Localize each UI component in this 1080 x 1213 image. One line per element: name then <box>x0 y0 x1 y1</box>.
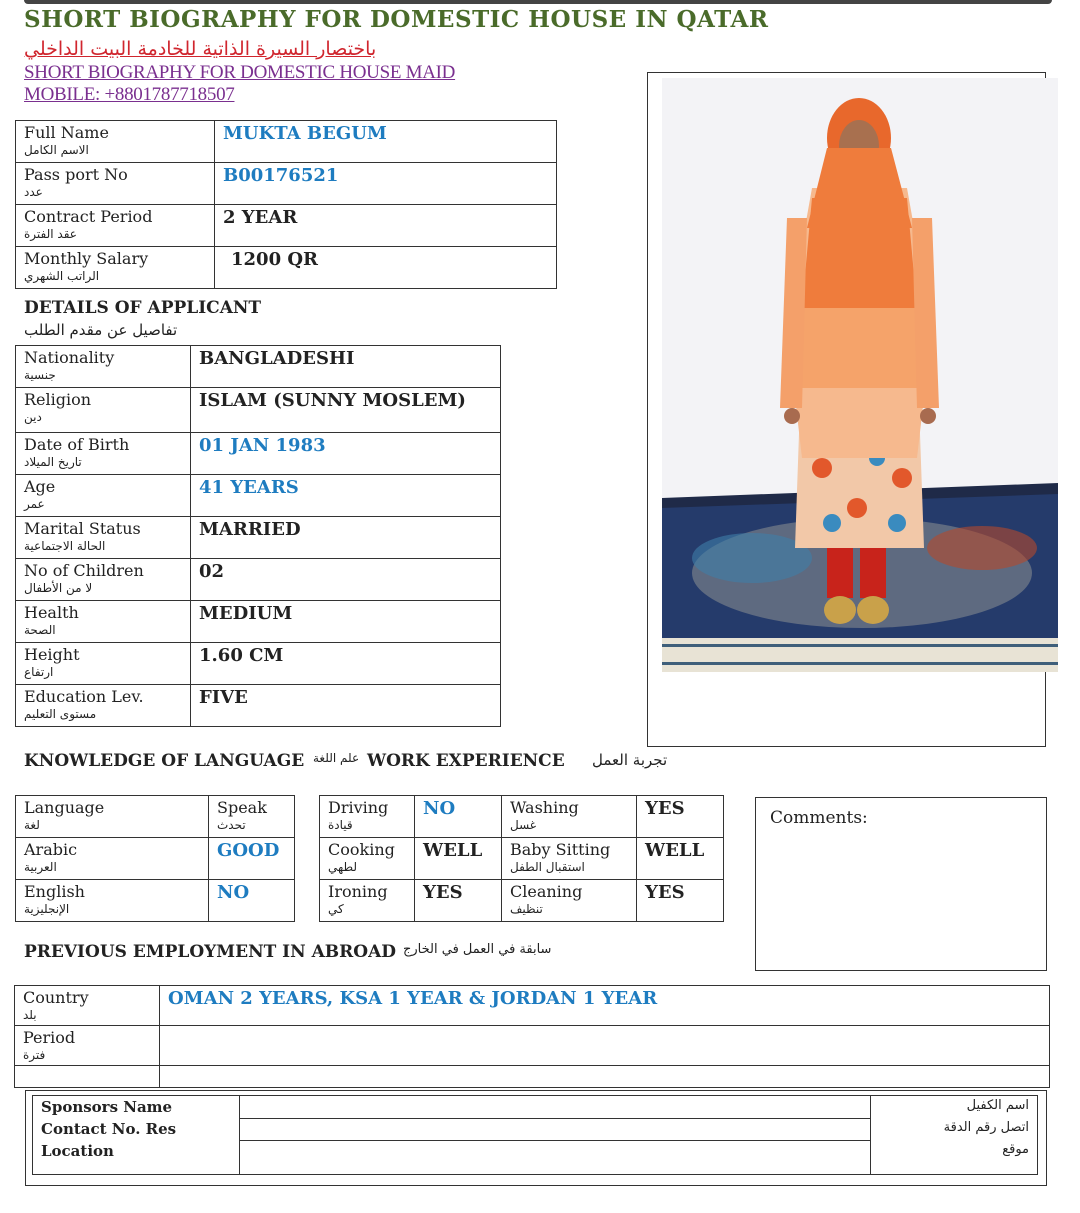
english-label: English <box>24 882 85 901</box>
table-row <box>16 838 295 880</box>
ironing-label: Ironing <box>328 882 388 901</box>
applicant-heading-arabic: تفاصيل عن مقدم الطلب <box>24 321 178 339</box>
country-value: OMAN 2 YEARS, KSA 1 YEAR & JORDAN 1 YEAR <box>168 988 658 1009</box>
table-row <box>16 559 501 601</box>
monthly-salary-value: 1200 QR <box>231 249 319 270</box>
monthly-salary-label-arabic: الراتب الشهري <box>24 269 100 283</box>
document-title-arabic: باختصار السيرة الذاتية للخادمة البيت الداخلي <box>24 38 377 60</box>
table-row <box>16 685 501 727</box>
education-label-arabic: مستوى التعليم <box>24 707 97 721</box>
full-name-value: MUKTA BEGUM <box>223 123 387 144</box>
speak-header-arabic: تحدث <box>217 818 246 832</box>
arabic-speak-value: GOOD <box>217 840 280 861</box>
top-border-bar <box>24 0 1052 4</box>
children-label-arabic: لا من الأطفال <box>24 581 93 595</box>
table-row <box>15 1026 1050 1066</box>
passport-label: Pass port No <box>24 165 128 184</box>
contact-number-label-arabic: اتصل رقم الدقة <box>943 1120 1029 1135</box>
cooking-value: WELL <box>423 840 483 861</box>
table-row <box>320 838 724 880</box>
date-of-birth-label-arabic: تاريخ الميلاد <box>24 455 82 469</box>
location-label: Location <box>41 1142 114 1160</box>
children-label: No of Children <box>24 561 144 580</box>
work-experience-heading-arabic: تجربة العمل <box>592 751 668 769</box>
full-name-label-arabic: الاسم الكامل <box>24 143 89 157</box>
driving-value: NO <box>423 798 456 819</box>
country-label: Country <box>23 988 89 1007</box>
washing-value: YES <box>645 798 685 819</box>
baby-sitting-value: WELL <box>645 840 705 861</box>
work-experience-heading: WORK EXPERIENCE <box>367 751 565 771</box>
sponsor-name-label: Sponsors Name <box>41 1098 173 1116</box>
table-row <box>15 986 1050 1026</box>
table-row <box>320 880 724 922</box>
baby-sitting-label: Baby Sitting <box>510 840 611 859</box>
washing-label-arabic: غسل <box>510 818 537 832</box>
contract-period-value: 2 YEAR <box>223 207 298 228</box>
document-title: SHORT BIOGRAPHY FOR DOMESTIC HOUSE IN QATAR <box>24 6 769 33</box>
ironing-value: YES <box>423 882 463 903</box>
top-fields-table <box>15 120 557 289</box>
table-row <box>16 433 501 475</box>
monthly-salary-label: Monthly Salary <box>24 249 149 268</box>
applicant-photo-illustration <box>662 78 1058 672</box>
table-row <box>33 1140 1038 1174</box>
table-row <box>16 601 501 643</box>
cleaning-label-arabic: تنظيف <box>510 902 543 916</box>
table-row <box>16 643 501 685</box>
previous-employment-heading-arabic: سابقة في العمل في الخارج <box>403 942 552 957</box>
knowledge-language-heading: KNOWLEDGE OF LANGUAGE <box>24 751 305 771</box>
age-label-arabic: عمر <box>24 497 45 511</box>
table-row <box>16 163 557 205</box>
driving-label: Driving <box>328 798 389 817</box>
arabic-label-arabic: العربية <box>24 860 57 874</box>
religion-label: Religion <box>24 390 92 409</box>
table-row <box>16 121 557 163</box>
nationality-label-arabic: جنسية <box>24 368 56 382</box>
age-label: Age <box>24 477 56 496</box>
previous-employment-heading: PREVIOUS EMPLOYMENT IN ABROAD <box>24 942 397 962</box>
date-of-birth-label: Date of Birth <box>24 435 130 454</box>
work-experience-table <box>319 795 724 922</box>
age-value: 41 YEARS <box>199 477 299 498</box>
language-header: Language <box>24 798 105 817</box>
ironing-label-arabic: كي <box>328 902 344 916</box>
document-subtitle: SHORT BIOGRAPHY FOR DOMESTIC HOUSE MAID <box>24 62 456 83</box>
table-row <box>16 205 557 247</box>
previous-employment-table <box>14 985 1050 1088</box>
knowledge-language-heading-arabic: علم اللغة <box>313 751 360 765</box>
marital-status-value: MARRIED <box>199 519 301 540</box>
table-row <box>320 796 724 838</box>
education-label: Education Lev. <box>24 687 144 706</box>
religion-label-arabic: دين <box>24 410 42 424</box>
comments-label: Comments: <box>770 808 868 828</box>
table-row <box>33 1096 1038 1119</box>
speak-header: Speak <box>217 798 267 817</box>
contract-period-label: Contract Period <box>24 207 153 226</box>
applicant-heading: DETAILS OF APPLICANT <box>24 298 262 318</box>
country-label-arabic: بلد <box>23 1008 37 1022</box>
full-name-label: Full Name <box>24 123 109 142</box>
passport-value: B00176521 <box>223 165 339 186</box>
location-label-arabic: موقع <box>1002 1142 1029 1157</box>
cooking-label: Cooking <box>328 840 395 859</box>
height-label-arabic: ارتفاع <box>24 665 54 679</box>
contact-number-label: Contact No. Res <box>41 1120 177 1138</box>
cleaning-value: YES <box>645 882 685 903</box>
english-label-arabic: الإنجليزية <box>24 902 70 916</box>
height-value: 1.60 CM <box>199 645 284 666</box>
table-row <box>16 388 501 433</box>
table-row <box>16 796 295 838</box>
sponsor-name-label-arabic: اسم الكفيل <box>966 1098 1029 1113</box>
driving-label-arabic: قيادة <box>328 818 353 832</box>
education-value: FIVE <box>199 687 248 708</box>
period-label: Period <box>23 1028 76 1047</box>
language-table <box>15 795 295 922</box>
table-row <box>16 880 295 922</box>
health-label: Health <box>24 603 79 622</box>
table-row <box>16 475 501 517</box>
cooking-label-arabic: لطهي <box>328 860 358 874</box>
period-label-arabic: فترة <box>23 1048 46 1062</box>
arabic-label: Arabic <box>24 840 78 859</box>
sponsor-box <box>25 1090 1047 1186</box>
health-label-arabic: الصحة <box>24 623 56 637</box>
applicant-photo <box>662 78 1058 672</box>
nationality-value: BANGLADESHI <box>199 348 355 369</box>
table-row <box>16 346 501 388</box>
baby-sitting-label-arabic: استقبال الطفل <box>510 860 585 874</box>
language-header-arabic: لغة <box>24 818 40 832</box>
marital-status-label: Marital Status <box>24 519 141 538</box>
table-row <box>15 1066 1050 1088</box>
cleaning-label: Cleaning <box>510 882 583 901</box>
marital-status-label-arabic: الحالة الاجتماعية <box>24 539 106 553</box>
table-row <box>16 517 501 559</box>
health-value: MEDIUM <box>199 603 293 624</box>
date-of-birth-value: 01 JAN 1983 <box>199 435 326 456</box>
applicant-details-table <box>15 345 501 727</box>
comments-box <box>755 797 1047 971</box>
religion-value: ISLAM (SUNNY MOSLEM) <box>199 390 466 411</box>
passport-label-arabic: عدد <box>24 185 43 199</box>
contract-period-label-arabic: عقد الفترة <box>24 227 77 241</box>
sponsor-table <box>32 1095 1038 1175</box>
children-value: 02 <box>199 561 225 582</box>
mobile-number: MOBILE: +8801787718507 <box>24 84 235 105</box>
nationality-label: Nationality <box>24 348 115 367</box>
height-label: Height <box>24 645 80 664</box>
table-row <box>16 247 557 289</box>
table-row <box>33 1118 1038 1140</box>
english-speak-value: NO <box>217 882 250 903</box>
washing-label: Washing <box>510 798 579 817</box>
